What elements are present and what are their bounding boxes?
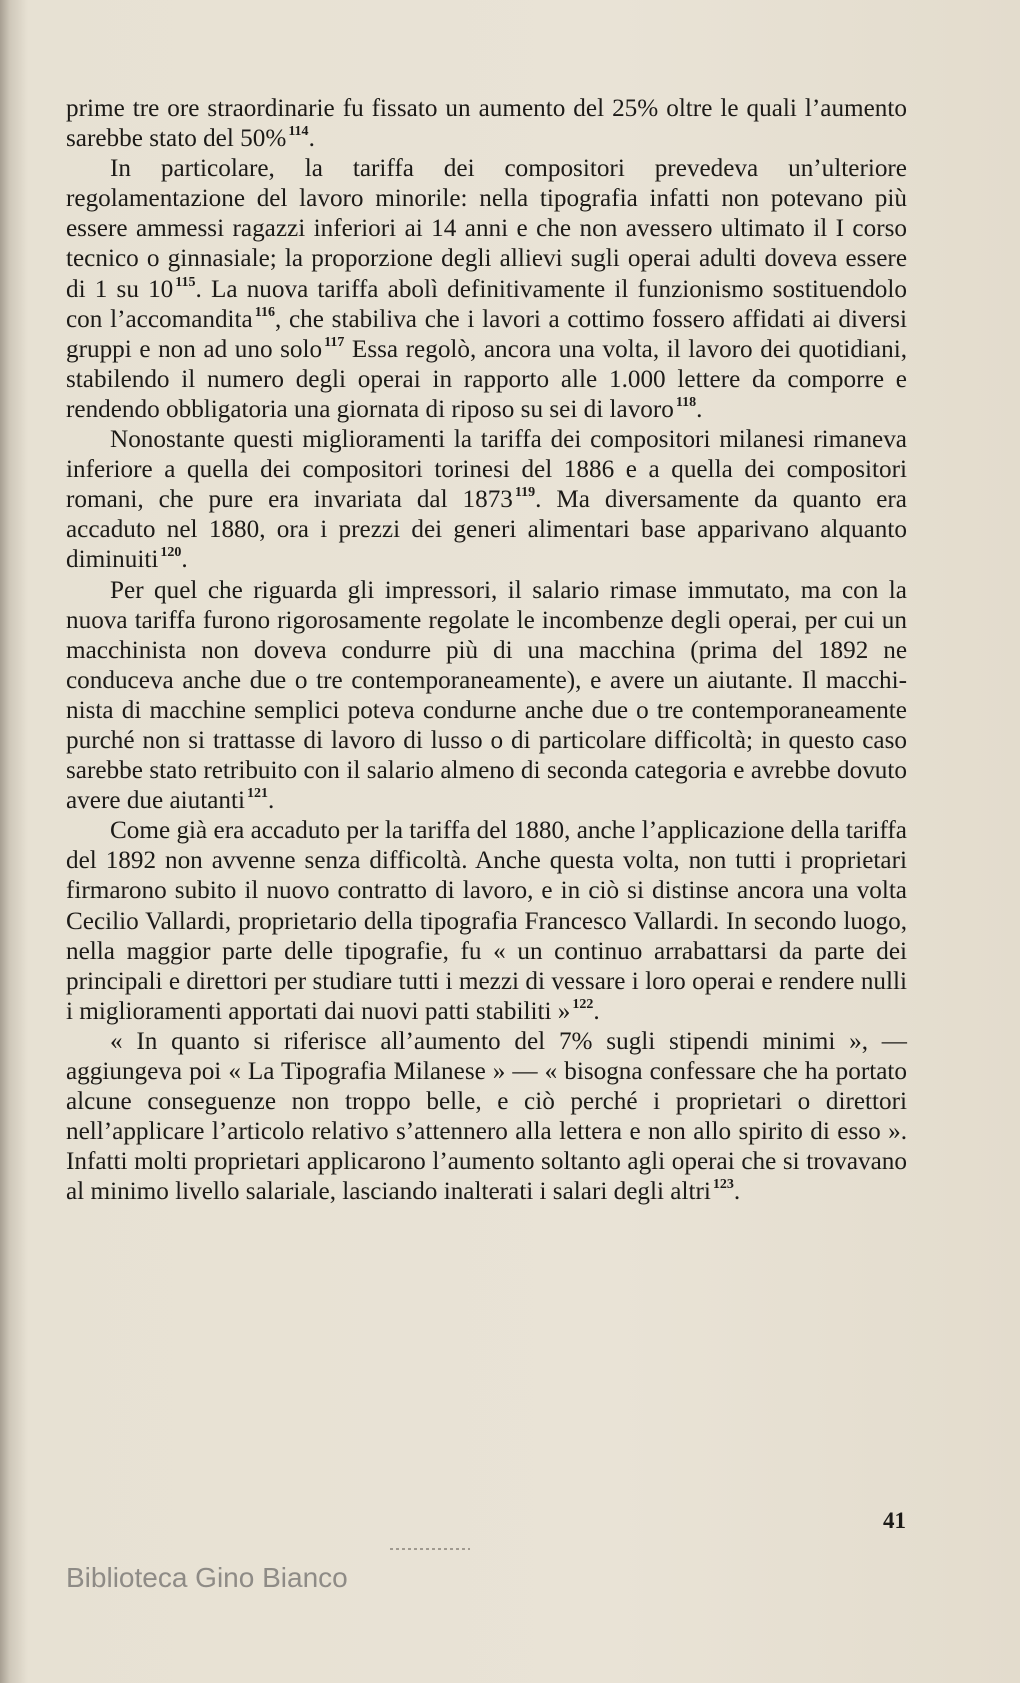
text-run: . [268, 787, 275, 815]
text-run: In particolare, la tariffa dei compositori prevedeva un’ulteriore regolamentazione del lavoro minorile: nella tipografia infatti non potevano più essere ammessi ragazzi inferiori ai 14 anni e che non avessero ultimato il I corso tecnico o ginnasiale; la proporzione degli allievi sugli operai adulti doveva essere di 1 su 10 [66, 155, 907, 303]
paragraph [66, 1027, 907, 1208]
text-run: Come già era accaduto per la tariffa del 1880, anche l’applicazione della tariffa del 1892 non avvenne senza difficoltà. Anche questa volta, non tutti i proprietari firmarono subito il nuovo contratto di lavoro, e in ciò si distinse ancora una volta Cecilio Vallardi, proprietario della tipografia Francesco Vallardi. In secondo luogo, nella maggior parte delle tipografie, fu « un continuo arrabattarsi da parte dei principali e direttori per studiare tutti i mezzi di vessare i loro operai e rendere nulli i miglioramenti apportati dai nuovi patti stabiliti » [66, 817, 907, 1025]
footnote-ref: 116 [254, 304, 275, 320]
text-run: Nonostante questi miglioramenti la tariffa dei compositori milanesi rimaneva inferiore a quella dei compositori torinesi del 1886 e a quella dei compositori romani, che pure era invariata dal 1873 [66, 426, 907, 514]
footnote-ref: 114 [288, 124, 309, 140]
footnote-ref: 122 [572, 996, 594, 1012]
text-run: . [593, 997, 600, 1025]
text-run: Essa regolò, ancora una volta, il lavoro dei quotidiani, stabilendo il numero degli operai in rapporto alle 1.000 lettere da comporre e rendendo obbligatoria una giornata di riposo su sei di lavoro [66, 335, 907, 423]
text-run: . [696, 395, 703, 423]
paragraph [66, 154, 907, 425]
text-run: . [308, 125, 315, 153]
footnote-ref: 123 [712, 1177, 734, 1193]
text-run: . La nuova tariffa abolì definitivamente il funzionismo sostituendolo con l’accomandita [66, 275, 907, 333]
page-number: 41 [883, 1508, 906, 1533]
footnote-ref: 121 [247, 786, 269, 802]
footnote-ref: 118 [675, 394, 697, 410]
footnote-ref: 119 [514, 485, 536, 501]
text-run: prime tre ore straordinarie fu fissato un aumento del 25% oltre le quali l’aumento sarebbe stato del 50% [66, 95, 907, 153]
text-run: Per quel che riguarda gli impressori, il salario rimase immutato, ma con la nuova tariffa furono rigorosamente regolate le incombenze degli operai, per cui un macchinista non doveva condurre più di una macchina (prima del 1892 ne conduceva anche due o tre contemporaneamente), e avere un aiutante. Il macchinista di macchine semplici poteva condurne anche due o tre contemporaneamente purché non si trattasse di lavoro di lusso o di particolare difficoltà; in questo caso sarebbe stato retribuito con il salario almeno di seconda categoria e avrebbe dovuto avere due aiutanti [66, 576, 907, 815]
text-run: . Ma diversamente da quanto era accaduto nel 1880, ora i prezzi dei generi alimentari base apparivano alquanto diminuiti [66, 486, 907, 574]
footnote-ref: 115 [175, 274, 196, 290]
text-run: , che stabiliva che i lavori a cottimo fossero affidati ai diversi gruppi e non ad uno solo [66, 305, 907, 363]
text-run: . [733, 1178, 741, 1206]
footnote-ref: 120 [160, 545, 182, 561]
print-mark [390, 1548, 470, 1550]
body-text [66, 94, 907, 1207]
paragraph [66, 816, 907, 1027]
paragraph [66, 576, 907, 817]
text-run: « In quanto si riferisce all’aumento del 7% sugli stipendi minimi », — aggiungeva poi « La Tipografia Milanese » — « bisogna confessare che ha portato alcune conseguenze non troppo belle, e ciò perché i proprietari o direttori nell’applicare l’articolo relativo s’attennero alla lettera e non allo spirito di esso ». Infatti molti proprietari applicarono l’aumento soltanto agli operai che si trovavano al minimo livello salariale, lasciando inalterati i salari degli altri [66, 1027, 907, 1206]
footnote-ref: 117 [324, 334, 345, 350]
text-run: . [181, 546, 188, 574]
library-watermark: Biblioteca Gino Bianco [66, 1562, 348, 1593]
paragraph [66, 94, 907, 154]
paragraph [66, 425, 907, 575]
